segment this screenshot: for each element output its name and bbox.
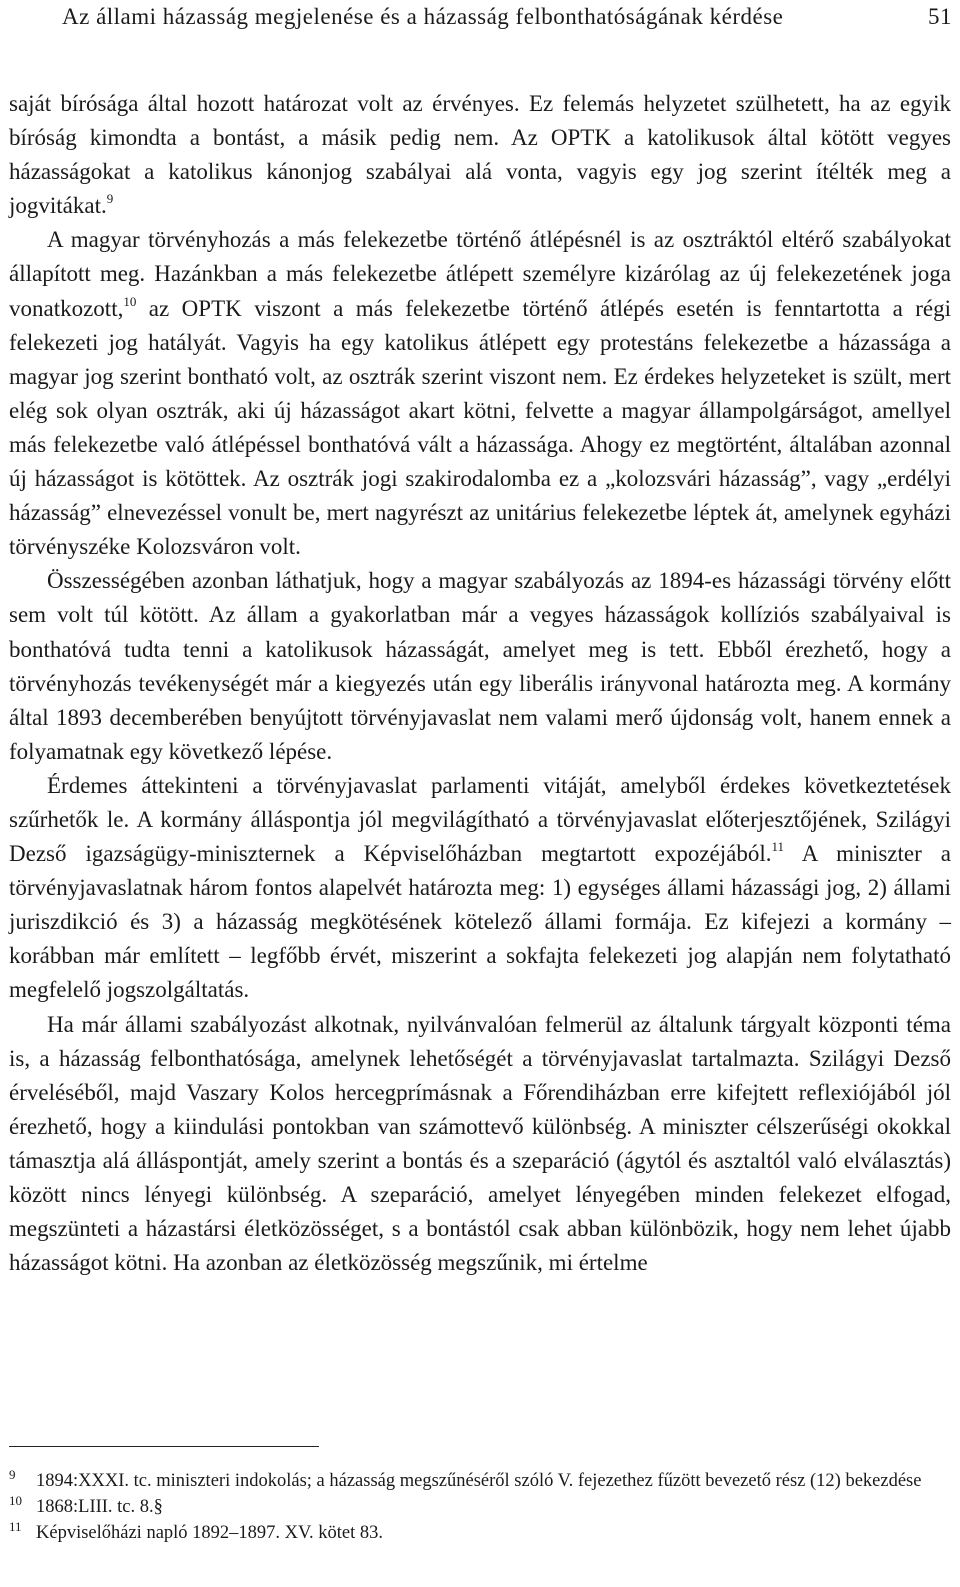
paragraph-text: A magyar törvényhozás a más felekezetbe történő átlépésnél is az osztráktól eltérő szabályokat állapított meg. Hazánkban a más felekezetbe átlépett személyre kizárólag az új felekezetének joga vonatkozott, — [9, 227, 951, 321]
running-title: Az állami házasság megjelenése és a házasság felbonthatóságának kérdése — [62, 4, 784, 29]
paragraph-text: az OPTK viszont a más felekezetbe történő átlépés esetén is fenntartotta a régi felekezeti jog hatályát. Vagyis ha egy katolikus átlépett egy protestáns felekezetbe a házassága a magyar jog szerint bontható volt, az osztrák szerint viszont nem. Ez érdekes helyzeteket is szült, mert elég sok olyan osztrák, aki új házasságot akart kötni, felvette a magyar állampolgárságot, amellyel más felekezetbe való átlépéssel bonthatóvá vált a házassága. Ahogy ez megtörtént, általában azonnal új házasságot is kötöttek. Az osztrák jogi szakirodalomba ez a „kolozsvári házasság”, vagy „erdélyi házasság” elnevezéssel vonult be, mert nagyrészt az unitárius felekezetbe léptek át, amelynek egyházi törvényszéke Kolozsváron volt. — [9, 295, 951, 560]
paragraph — [9, 564, 951, 769]
page-number: 51 — [928, 4, 952, 29]
footnote-number: 11 — [9, 1519, 22, 1534]
paragraph — [9, 223, 951, 564]
paragraph-text: Érdemes áttekinteni a törvényjavaslat parlamenti vitáját, amelyből érdekes következtetések szűrhetők le. A kormány álláspontja jól megvilágítható a törvényjavaslat előterjesztőjének, Szilágyi Dezső igazságügy-miniszternek a Képviselőházban megtartott expozéjából. — [9, 772, 951, 867]
paragraph-text: A miniszter a törvényjavaslatnak három fontos alapelvét határozta meg: 1) egységes állami házassági jog, 2) állami juriszdikció és 3) a házasság megkötésének kötelező állami formája. Ez kifejezi a kormány – korábban már említett – legfőbb érvét, miszerint a sokfajta felekezeti jog alapján nem folytatható megfelelő jogszolgáltatás. — [9, 841, 951, 1003]
footnote-divider — [9, 1446, 319, 1447]
running-header — [62, 2, 952, 32]
footnote — [9, 1468, 951, 1494]
paragraph — [9, 769, 951, 1008]
paragraph — [9, 1008, 951, 1281]
footnote-text: 1894:XXXI. tc. miniszteri indokolás; a házasság megszűnéséről szóló V. fejezethez fűzött bevezető rész (12) bekezdése — [36, 1471, 922, 1491]
footnotes — [9, 1468, 951, 1546]
footnote-ref[interactable]: 10 — [123, 293, 137, 309]
footnote — [9, 1494, 951, 1520]
footnote-text: 1868:LIII. tc. 8.§ — [36, 1497, 163, 1517]
footnote-text: Képviselőházi napló 1892–1897. XV. kötet 83. — [36, 1523, 384, 1543]
footnote-number: 10 — [9, 1493, 22, 1508]
paragraph-text: Ha már állami szabályozást alkotnak, nyilvánvalóan felmerül az általunk tárgyalt központi téma is, a házasság felbonthatósága, amelynek lehetőségét a törvényjavaslat tartalmazta. Szilágyi Dezső érveléséből, majd Vaszary Kolos hercegprímásnak a Főrendiházban erre kifejtett reflexiójából jól érezhető, hogy a kiindulási pontokban van számottevő különbség. A miniszter célszerűségi okokkal támasztja alá álláspontját, amely szerint a bontás és a szeparáció (ágytól és asztaltól való elválasztás) között nincs lényegi különbség. A szeparáció, amelyet lényegében minden felekezet elfogad, megszünteti a házastársi életközösséget, s a bontástól csak abban különbözik, hogy nem lehet újabb házasságot kötni. Ha azonban az életközösség megszűnik, mi értelme — [9, 1011, 951, 1276]
footnote — [9, 1520, 951, 1546]
footnote-number: 9 — [9, 1467, 16, 1482]
body-text — [9, 87, 951, 1280]
footnote-ref[interactable]: 9 — [106, 191, 114, 207]
paragraph-text: Összességében azonban láthatjuk, hogy a magyar szabályozás az 1894-es házassági törvény előtt sem volt túl kötött. Az állam a gyakorlatban már a vegyes házasságok kollíziós szabályaival is bonthatóvá tudta tenni a katolikusok házasságát, amelyet meg is tett. Ebből érezhető, hogy a törvényhozás tevékenységét már a kiegyezés után egy liberális irányvonal határozta meg. A kormány által 1893 decemberében benyújtott törvényjavaslat nem valami merő újdonság volt, hanem ennek a folyamatnak egy következő lépése. — [9, 568, 951, 764]
paragraph — [9, 87, 951, 223]
paragraph-text: saját bírósága által hozott határozat volt az érvényes. Ez felemás helyzetet szülhetett, ha az egyik bíróság kimondta a bontást, a másik pedig nem. Az OPTK a katolikusok által kötött vegyes házasságokat a katolikus kánonjog szabályai alá vonta, vagyis egy jog szerint ítélték meg a jogvitákat. — [9, 91, 951, 219]
footnote-ref[interactable]: 11 — [771, 839, 785, 855]
